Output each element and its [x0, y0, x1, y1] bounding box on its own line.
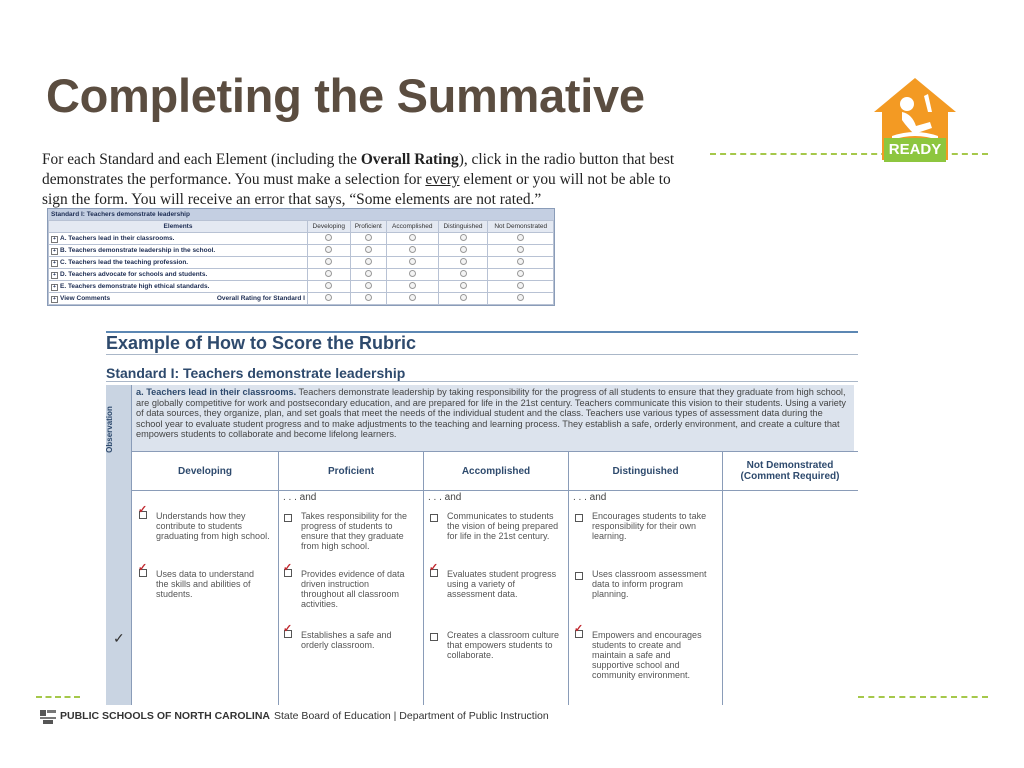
expand-icon[interactable]: +	[51, 272, 58, 279]
expand-icon[interactable]: +	[51, 260, 58, 267]
rubric-rule	[106, 381, 858, 382]
radio-proficient[interactable]	[365, 234, 372, 241]
radio-proficient[interactable]	[365, 270, 372, 277]
descriptor: Takes responsibility for the progress of students to ensure that they graduate from high school.	[301, 511, 408, 551]
checkmark-icon: ✓	[138, 562, 148, 574]
radio-not-demonstrated[interactable]	[517, 294, 524, 301]
radio-distinguished[interactable]	[460, 270, 467, 277]
and-label: . . . and	[428, 492, 462, 503]
radio-not-demonstrated[interactable]	[517, 246, 524, 253]
radio-distinguished[interactable]	[460, 294, 467, 301]
dpi-logo-icon	[40, 708, 56, 724]
radio-developing[interactable]	[325, 282, 332, 289]
radio-proficient[interactable]	[365, 246, 372, 253]
and-label: . . . and	[283, 492, 317, 503]
ready-badge: READY	[884, 138, 946, 162]
radio-proficient[interactable]	[365, 294, 372, 301]
radio-distinguished[interactable]	[460, 258, 467, 265]
divider-bottom-left	[36, 696, 80, 698]
expand-icon[interactable]: +	[51, 284, 58, 291]
checkbox[interactable]	[430, 514, 438, 522]
radio-not-demonstrated[interactable]	[517, 234, 524, 241]
rubric-subtitle: Standard I: Teachers demonstrate leadership	[106, 365, 406, 381]
element-label: D. Teachers advocate for schools and students.	[60, 270, 208, 278]
divider-bottom-right	[858, 696, 988, 698]
descriptor: Provides evidence of data driven instruction throughout all classroom activities.	[301, 569, 405, 609]
element-label: B. Teachers demonstrate leadership in the school.	[60, 246, 216, 254]
checkbox[interactable]	[284, 514, 292, 522]
header-developing: Developing	[132, 452, 279, 490]
descriptor: Uses classroom assessment data to inform program planning.	[592, 569, 707, 599]
observation-label: Observation	[104, 406, 114, 453]
descriptor: Empowers and encourages students to create and maintain a safe and supportive school and community environment.	[592, 630, 702, 680]
checkmark-icon: ✓	[113, 630, 125, 646]
footer	[40, 708, 549, 724]
radio-distinguished[interactable]	[460, 282, 467, 289]
form-overall-row	[49, 293, 554, 305]
col-not-demonstrated: Not Demonstrated	[488, 221, 554, 233]
descriptor: Establishes a safe and orderly classroom.	[301, 630, 392, 650]
checkmark-icon: ✓	[283, 562, 293, 574]
expand-icon[interactable]: +	[51, 236, 58, 243]
radio-accomplished[interactable]	[409, 258, 416, 265]
radio-not-demonstrated[interactable]	[517, 258, 524, 265]
element-label: A. Teachers lead in their classrooms.	[60, 234, 175, 242]
checkbox[interactable]	[575, 514, 583, 522]
element-description	[132, 385, 854, 451]
checkmark-icon: ✓	[429, 562, 439, 574]
radio-accomplished[interactable]	[409, 234, 416, 241]
descriptor: Evaluates student progress using a variety of assessment data.	[447, 569, 557, 599]
form-header: Standard I: Teachers demonstrate leadership	[48, 209, 554, 220]
descriptor: Creates a classroom culture that empowers students to collaborate.	[447, 630, 560, 660]
radio-developing[interactable]	[325, 258, 332, 265]
element-title: a. Teachers lead in their classrooms.	[136, 387, 297, 397]
element-label: E. Teachers demonstrate high ethical standards.	[60, 282, 210, 290]
header-not-demonstrated: Not Demonstrated (Comment Required)	[740, 460, 840, 482]
col-distinguished: Distinguished	[438, 221, 488, 233]
rating-form	[47, 208, 555, 306]
and-label: . . . and	[573, 492, 607, 503]
footer-text: State Board of Education | Department of Public Instruction	[274, 710, 549, 722]
checkbox[interactable]	[430, 633, 438, 641]
col-proficient: Proficient	[350, 221, 386, 233]
expand-icon[interactable]: +	[51, 296, 58, 303]
footer-org: PUBLIC SCHOOLS OF NORTH CAROLINA	[60, 710, 270, 722]
element-text: Teachers demonstrate leadership by taking responsibility for the progress of all students to ensure that they graduate from high school, are globally competitive for work and postsecondary education, and are prepared for life in the 21st century. Teachers communicate this vision to their students. Using a variety of data sources, they organize, plan, and set goals that meet the needs of the individual student and the class. Teachers use various types of assessment data during the school year to evaluate student progress and to make adjustments to the teaching and learning process. They establish a safe, orderly environment, and create a culture that empowers students to collaborate and become lifelong learners.	[136, 387, 847, 440]
form-column-headers	[49, 221, 554, 233]
checkmark-icon: ✓	[574, 623, 584, 635]
radio-proficient[interactable]	[365, 282, 372, 289]
checkmark-icon: ✓	[138, 504, 148, 516]
radio-distinguished[interactable]	[460, 246, 467, 253]
header-distinguished: Distinguished	[569, 452, 723, 490]
radio-accomplished[interactable]	[409, 282, 416, 289]
radio-developing[interactable]	[325, 234, 332, 241]
descriptor: Uses data to understand the skills and abilities of students.	[156, 569, 255, 599]
rubric-header-row	[132, 451, 858, 491]
form-row	[49, 269, 554, 281]
radio-accomplished[interactable]	[409, 246, 416, 253]
rubric-title: Example of How to Score the Rubric	[106, 333, 417, 353]
radio-developing[interactable]	[325, 294, 332, 301]
form-row	[49, 257, 554, 269]
overall-rating-label: Overall Rating for Standard I	[216, 294, 305, 302]
radio-distinguished[interactable]	[460, 234, 467, 241]
radio-not-demonstrated[interactable]	[517, 270, 524, 277]
radio-not-demonstrated[interactable]	[517, 282, 524, 289]
col-developing: Developing	[308, 221, 351, 233]
rubric-example	[106, 331, 858, 705]
expand-icon[interactable]: +	[51, 248, 58, 255]
radio-developing[interactable]	[325, 270, 332, 277]
form-row	[49, 233, 554, 245]
descriptor: Communicates to students the vision of being prepared for life in the 21st century.	[447, 511, 559, 541]
col-accomplished: Accomplished	[386, 221, 438, 233]
radio-accomplished[interactable]	[409, 270, 416, 277]
instructions-text: For each Standard and each Element (including the Overall Rating), click in the radio button that best demonstrates the performance. You must make a selection for every element or you will not be able to sign the form. You will receive an error that says, “Some elements are not rated.”	[42, 151, 675, 208]
descriptor: Encourages students to take responsibility for their own learning.	[592, 511, 707, 541]
header-proficient: Proficient	[279, 452, 424, 490]
checkbox[interactable]	[575, 572, 583, 580]
radio-developing[interactable]	[325, 246, 332, 253]
form-row	[49, 281, 554, 293]
form-row	[49, 245, 554, 257]
slide-title: Completing the Summative	[46, 69, 645, 122]
checkmark-icon: ✓	[283, 623, 293, 635]
header-accomplished: Accomplished	[424, 452, 569, 490]
view-comments-link[interactable]: View Comments	[60, 294, 111, 302]
observation-column	[106, 385, 132, 705]
radio-proficient[interactable]	[365, 258, 372, 265]
descriptor: Understands how they contribute to students graduating from high school.	[156, 511, 270, 541]
col-elements: Elements	[49, 221, 308, 233]
rubric-rule	[106, 354, 858, 355]
element-label: C. Teachers lead the teaching profession.	[60, 258, 189, 266]
radio-accomplished[interactable]	[409, 294, 416, 301]
